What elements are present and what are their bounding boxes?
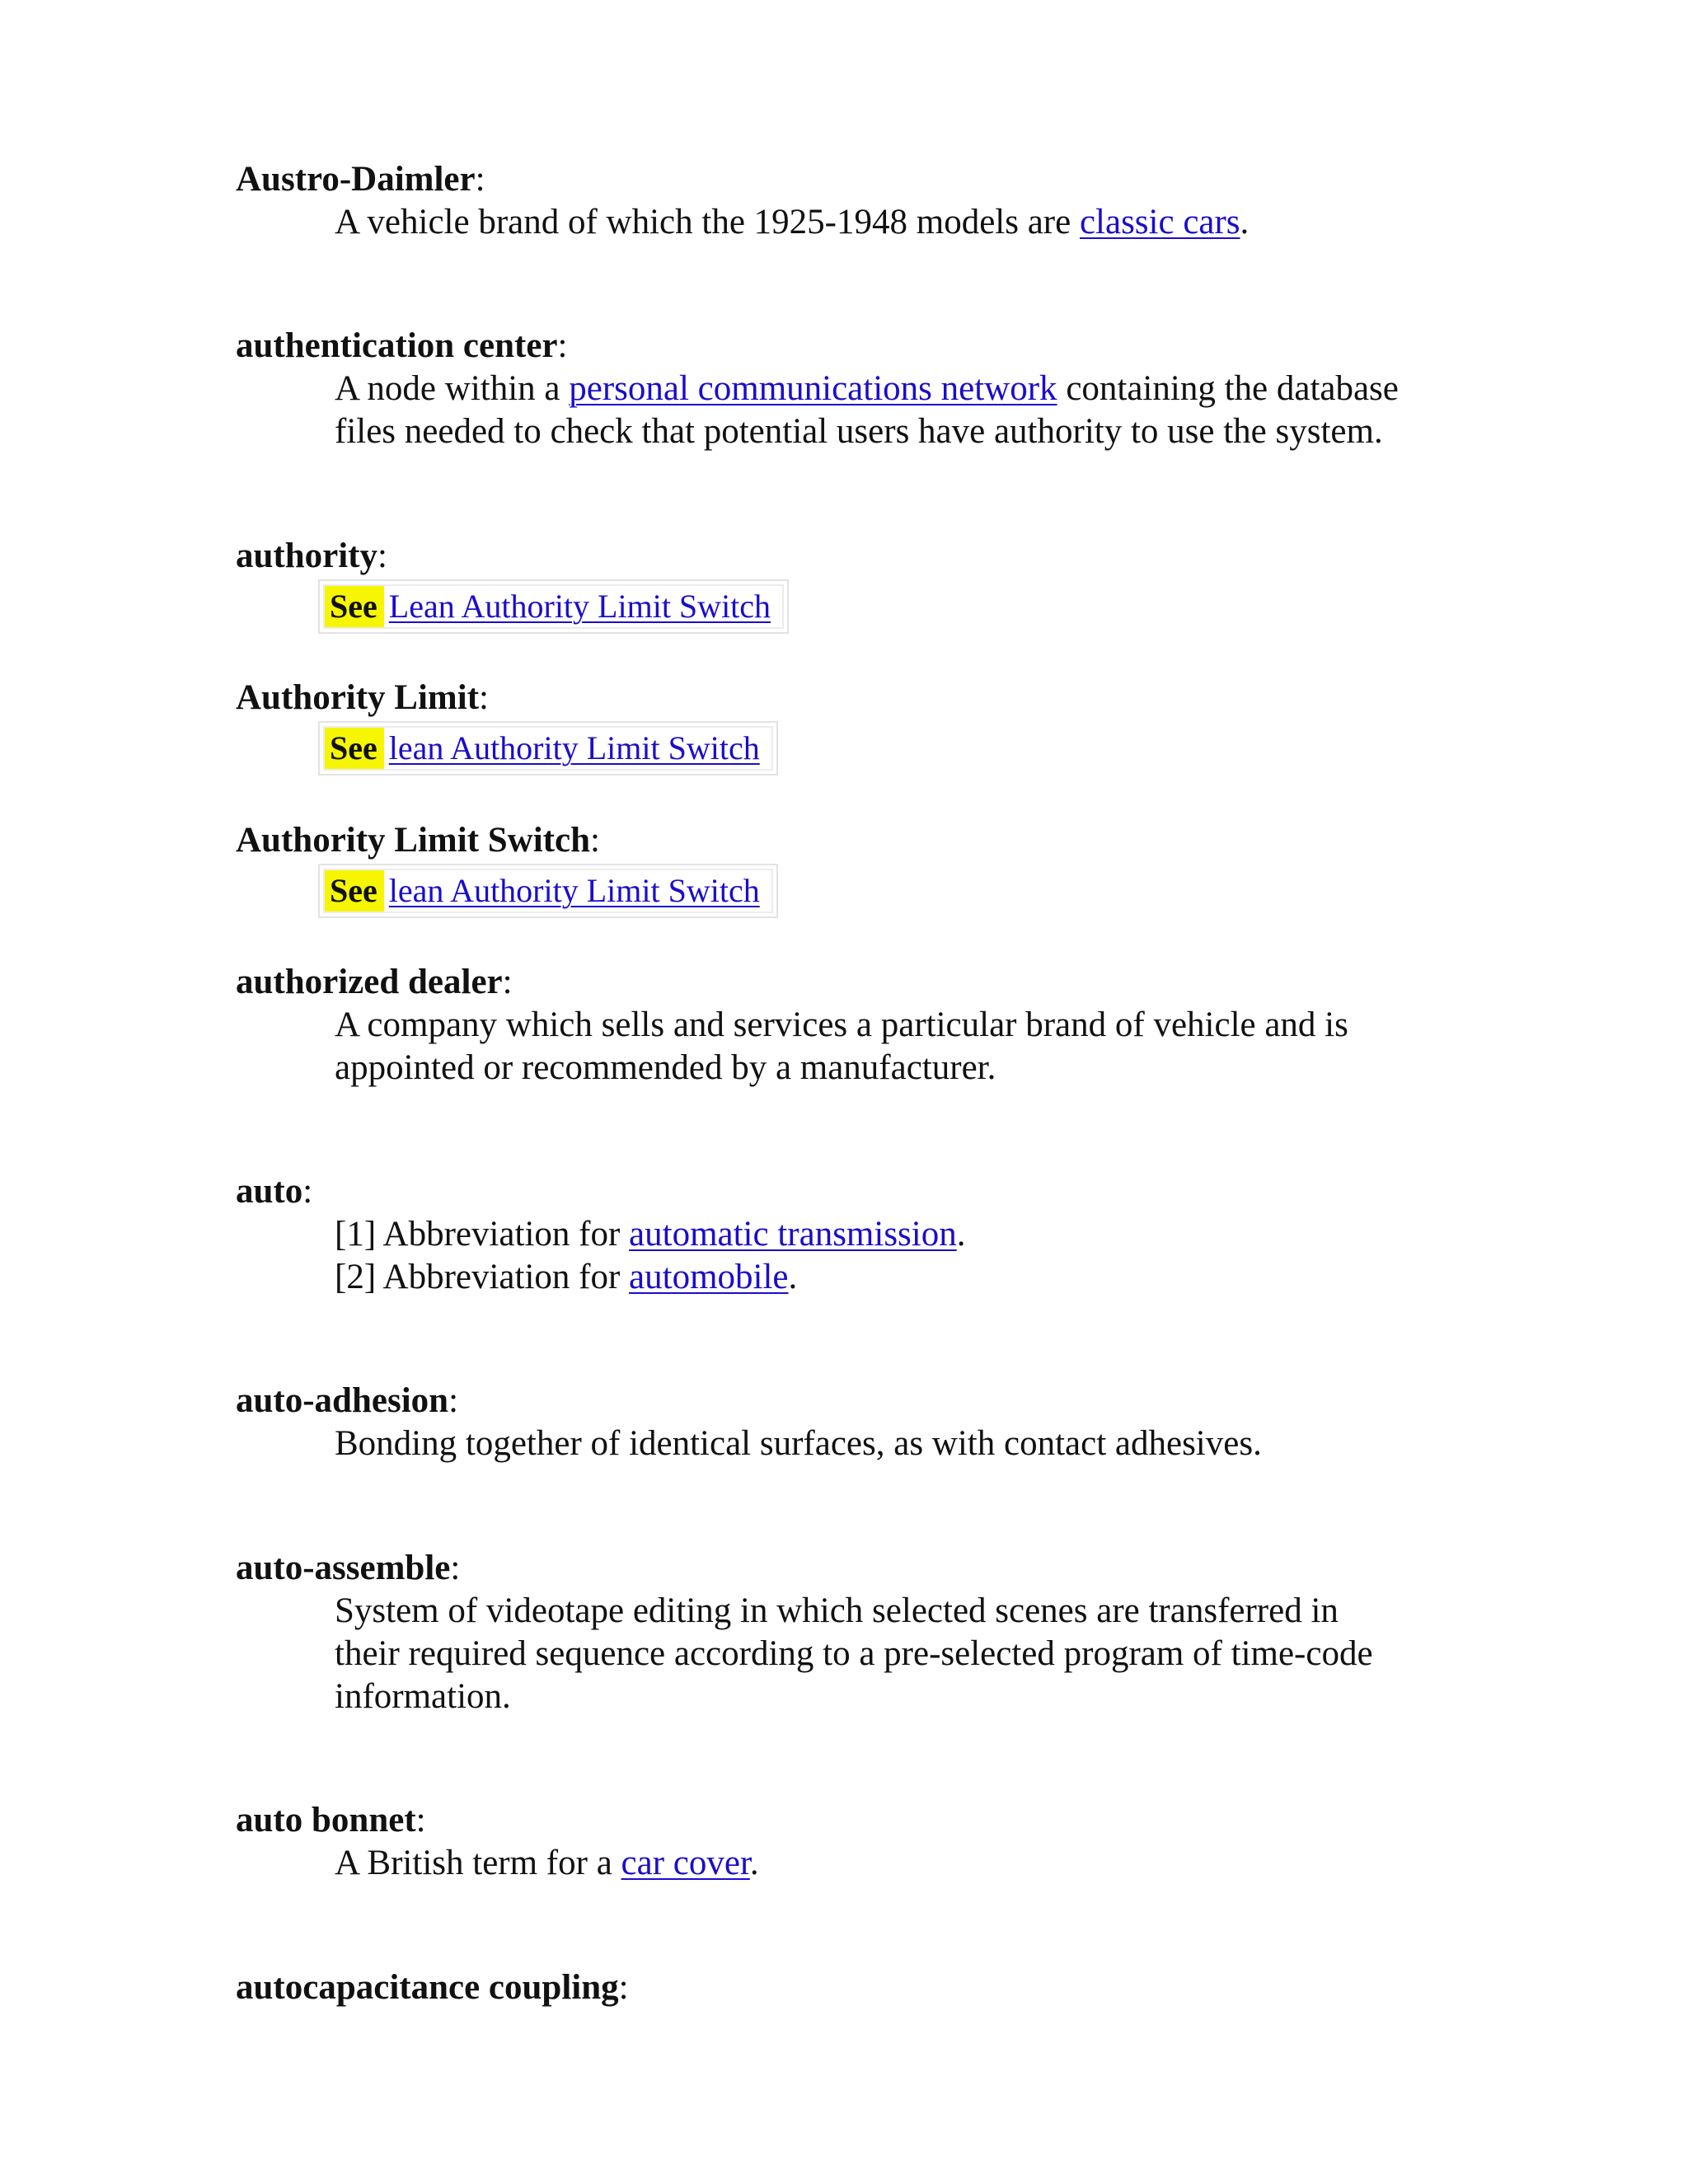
glossary-entry [236, 158, 1472, 244]
definition-text: A company which sells and services a particular brand of vehicle and is [335, 1005, 1348, 1044]
definition-text: System of videotape editing in which selected scenes are transferred in [335, 1591, 1339, 1630]
link-lean-authority-limit-switch[interactable]: lean Authority Limit Switch [388, 872, 760, 909]
definition [335, 1842, 1472, 1885]
term-colon: : [302, 1172, 313, 1211]
term-line [236, 1170, 1472, 1213]
term: Authority Limit [236, 678, 480, 717]
see-label: See [325, 870, 384, 912]
glossary-entry [236, 1170, 1472, 1299]
definition-text: information. [335, 1677, 511, 1716]
definition-text: A vehicle brand of which the 1925-1948 models are [335, 203, 1080, 241]
definition [335, 201, 1472, 244]
term-colon: : [479, 678, 489, 717]
term: Austro-Daimler [236, 160, 476, 199]
definition-text: . [788, 1258, 798, 1296]
term: auto bonnet [236, 1801, 416, 1840]
glossary-entry [236, 325, 1472, 453]
see-reference-inner [323, 584, 784, 629]
definition-text: their required sequence according to a pre-selected program of time-code [335, 1634, 1373, 1673]
definition-line [335, 410, 1472, 453]
definition-text: . [1240, 203, 1250, 241]
definition-line [335, 1004, 1472, 1047]
definition-line [335, 1590, 1472, 1633]
term: autocapacitance coupling [236, 1968, 619, 2007]
link-automobile[interactable]: automobile [629, 1258, 789, 1296]
term: authority [236, 537, 377, 575]
definition [335, 1213, 1472, 1299]
definition-text: containing the database [1057, 369, 1399, 408]
definition [335, 1590, 1472, 1718]
definition-text: [1] Abbreviation for [335, 1215, 630, 1254]
definition-line [335, 1256, 1472, 1299]
glossary-entry [236, 961, 1472, 1090]
term-line [236, 1966, 1472, 2009]
term-colon: : [377, 537, 387, 575]
definition [335, 1004, 1472, 1090]
glossary-entry [236, 1966, 1472, 2009]
definition-text: files needed to check that potential users have authority to use the system. [335, 412, 1383, 451]
definition-line [335, 1047, 1472, 1090]
glossary-entry [236, 1547, 1472, 1718]
link-personal-communications-network[interactable]: personal communications network [569, 369, 1057, 408]
see-label: See [325, 586, 384, 627]
term-colon: : [448, 1381, 459, 1420]
link-classic-cars[interactable]: classic cars [1079, 203, 1240, 241]
term: auto-assemble [236, 1549, 451, 1587]
term-line [236, 1799, 1472, 1842]
link-lean-authority-limit-switch[interactable]: Lean Authority Limit Switch [388, 588, 771, 625]
see-reference-inner [323, 869, 773, 913]
link-car-cover[interactable]: car cover [621, 1844, 750, 1882]
definition-line [335, 1213, 1472, 1256]
definition-line [335, 368, 1472, 410]
definition-text: A node within a [335, 369, 570, 408]
term-line [236, 158, 1472, 201]
term-colon: : [450, 1549, 461, 1587]
glossary-entry [236, 1799, 1472, 1885]
term-line [236, 1547, 1472, 1590]
term-colon: : [618, 1968, 629, 2007]
term-line [236, 325, 1472, 368]
see-label: See [325, 728, 384, 769]
term: auto-adhesion [236, 1381, 449, 1420]
term: authentication center [236, 326, 558, 365]
glossary-entry [236, 535, 1472, 634]
term-colon: : [415, 1801, 426, 1840]
link-automatic-transmission[interactable]: automatic transmission [629, 1215, 957, 1254]
term-colon: : [475, 160, 485, 199]
term-colon: : [502, 963, 513, 1001]
term-line [236, 535, 1472, 578]
glossary-entry [236, 677, 1472, 776]
definition-text: [2] Abbreviation for [335, 1258, 630, 1296]
link-lean-authority-limit-switch[interactable]: lean Authority Limit Switch [388, 729, 760, 766]
term: Authority Limit Switch [236, 821, 590, 860]
term-line [236, 961, 1472, 1004]
definition-line [335, 201, 1472, 244]
definition [335, 1422, 1472, 1465]
definition-line [335, 1633, 1472, 1675]
term-line [236, 1380, 1472, 1422]
definition-text: . [749, 1844, 759, 1882]
glossary-entry [236, 1380, 1472, 1465]
definition [335, 368, 1472, 453]
definition-text: appointed or recommended by a manufacturer. [335, 1048, 996, 1087]
see-reference [318, 864, 778, 918]
definition-line [335, 1842, 1472, 1885]
definition-text: . [956, 1215, 966, 1254]
glossary-entry [236, 819, 1472, 918]
term-colon: : [590, 821, 600, 860]
definition-line [335, 1422, 1472, 1465]
term: authorized dealer [236, 963, 503, 1001]
see-reference-inner [323, 726, 773, 771]
definition-text: A British term for a [335, 1844, 621, 1882]
see-reference [318, 721, 778, 776]
term: auto [236, 1172, 303, 1211]
term-line [236, 677, 1472, 719]
definition-text: Bonding together of identical surfaces, as with contact adhesives. [335, 1424, 1262, 1463]
definition-line [335, 1675, 1472, 1718]
term-line [236, 819, 1472, 862]
see-reference [318, 579, 789, 634]
term-colon: : [557, 326, 568, 365]
